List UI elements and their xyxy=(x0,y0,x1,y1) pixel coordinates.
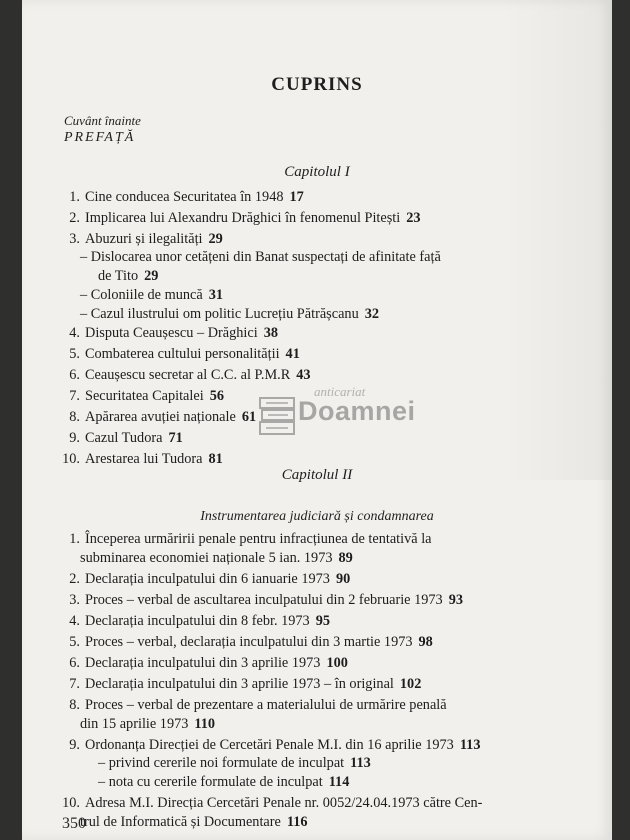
watermark-large-text: Doamnei xyxy=(298,396,416,426)
toc-entry: 8. Apărarea avuției naționale 61 xyxy=(69,409,257,425)
toc-entry: 10. Arestarea lui Tudora 81 xyxy=(62,451,223,467)
toc-entry: 3. Abuzuri și ilegalități 29 xyxy=(69,231,223,247)
toc-entry: 6. Declarația inculpatului din 3 aprilie 1973 100 xyxy=(69,655,348,671)
toc-entry: 7. Securitatea Capitalei 56 xyxy=(69,388,224,404)
page-number: 350 xyxy=(62,815,86,832)
toc-entry: 7. Declarația inculpatului din 3 aprilie 1973 – în original 102 xyxy=(69,676,422,692)
toc-entry: 8. Proces – verbal de prezentare a materialului de urmărire penală xyxy=(69,697,447,713)
toc-entry: 6. Ceaușescu secretar al C.C. al P.M.R 43 xyxy=(69,367,311,383)
toc-entry: 4. Disputa Ceaușescu – Drăghici 38 xyxy=(69,325,279,341)
toc-entry: 1. Cine conducea Securitatea în 1948 17 xyxy=(69,189,304,205)
toc-entry-continuation: subminarea economiei naționale 5 ian. 1973 89 xyxy=(80,550,353,566)
toc-entry: 2. Declarația inculpatului din 6 ianuarie 1973 90 xyxy=(69,571,351,587)
chapter-1-heading: Capitolul I xyxy=(284,164,350,180)
front-matter-foreword: Cuvânt înainte xyxy=(64,113,141,128)
book-page xyxy=(22,0,612,840)
watermark-small-text: anticariat xyxy=(314,384,366,399)
toc-subentry: – nota cu cererile formulate de inculpat 114 xyxy=(98,774,350,790)
toc-entry: 10. Adresa M.I. Direcția Cercetări Penale nr. 0052/24.04.1973 către Cen- xyxy=(62,795,483,811)
toc-entry: 5. Combaterea cultului personalității 41 xyxy=(69,346,300,362)
show-through-shadow xyxy=(502,0,612,480)
toc-subentry-continuation: de Tito 29 xyxy=(98,268,159,284)
toc-subentry: – Cazul ilustrului om politic Lucrețiu Pătrășcanu 32 xyxy=(80,306,380,322)
toc-subentry: – Dislocarea unor cetățeni din Banat suspectați de afinitate față xyxy=(80,249,441,265)
toc-entry: 9. Cazul Tudora 71 xyxy=(69,430,183,446)
section-heading: Instrumentarea judiciară și condamnarea xyxy=(200,509,434,524)
book-stack-icon xyxy=(258,394,298,438)
toc-entry: 1. Începerea urmăririi penale pentru infracțiunea de tentativă la xyxy=(69,531,432,547)
toc-entry: 3. Proces – verbal de ascultarea inculpatului din 2 februarie 1973 93 xyxy=(69,592,463,608)
toc-entry: 2. Implicarea lui Alexandru Drăghici în fenomenul Pitești 23 xyxy=(69,210,421,226)
toc-entry: 5. Proces – verbal, declarația inculpatului din 3 martie 1973 98 xyxy=(69,634,433,650)
page-title: CUPRINS xyxy=(271,74,363,95)
toc-subentry: – privind cererile noi formulate de inculpat 113 xyxy=(98,755,371,771)
toc-subentry: – Coloniile de muncă 31 xyxy=(80,287,223,303)
toc-entry: 9. Ordonanța Direcției de Cercetări Penale M.I. din 16 aprilie 1973 113 xyxy=(69,737,481,753)
toc-entry: 4. Declarația inculpatului din 8 febr. 1973 95 xyxy=(69,613,331,629)
chapter-2-heading: Capitolul II xyxy=(281,467,353,483)
toc-entry-continuation: din 15 aprilie 1973 110 xyxy=(80,716,216,732)
antiquarian-watermark xyxy=(258,380,428,450)
toc-entry-continuation: trul de Informatică și Documentare 116 xyxy=(80,814,308,830)
front-matter-preface: PREFAȚĂ xyxy=(64,130,136,145)
